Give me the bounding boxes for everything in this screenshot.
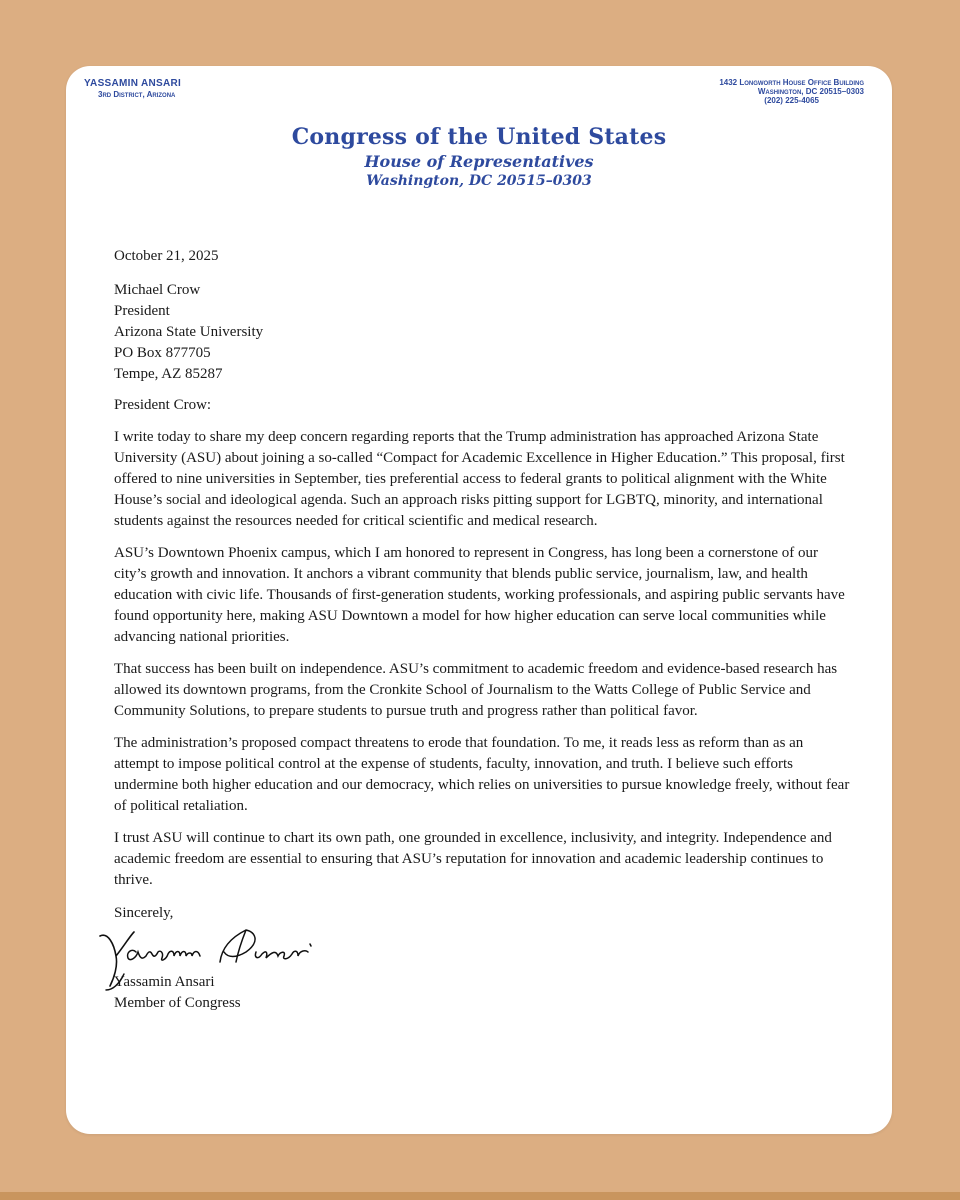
masthead (66, 124, 892, 189)
signer-title: Member of Congress (114, 995, 241, 1011)
recipient-line: Michael Crow (114, 282, 201, 298)
letter-date: October 21, 2025 (114, 248, 219, 264)
letterhead-right (719, 78, 864, 106)
masthead-congress: Congress of the United States (291, 124, 667, 150)
office-address-line2: Washington, DC 20515–0303 (757, 87, 864, 97)
masthead-house: House of Representatives (364, 152, 594, 171)
letter-page (66, 66, 892, 1134)
letterhead-left (84, 78, 181, 99)
office-phone: (202) 225-4065 (764, 96, 820, 106)
member-district: 3rd District, Arizona (98, 89, 176, 99)
body-paragraph: ASU’s Downtown Phoenix campus, which I am honored to represent in Congress, has long been a cornerstone of our city’s growth and innovation. It anchors a vibrant community that blends public service, journalism, law, and health education with civic life. Thousands of first-generation students, working professionals, and aspiring public servants have found opportunity here, making ASU Downtown a model for how higher education can serve local communities while advancing national priorities. (114, 545, 845, 645)
body-paragraph: I write today to share my deep concern regarding reports that the Trump administration has approached Arizona State University (ASU) about joining a so-called “Compact for Academic Excellence in Higher Education.” This proposal, first offered to nine universities in September, ties preferential access to federal grants to political alignment with the White House’s social and ideological agenda. Such an approach risks pitting support for LGBTQ, minority, and international students against the resources needed for critical scientific and medical research. (114, 429, 845, 529)
background-band (0, 1192, 960, 1200)
body-paragraph: That success has been built on independence. ASU’s commitment to academic freedom and evidence-based research has allowed its downtown programs, from the Cronkite School of Journalism to the Watts College of Public Service and Community Solutions, to prepare students to pursue truth and progress rather than political favor. (114, 661, 838, 719)
recipient-line: PO Box 877705 (114, 345, 211, 361)
recipient-address (114, 280, 850, 385)
office-address-line1: 1432 Longworth House Office Building (719, 78, 864, 87)
member-name: YASSAMIN ANSARI (84, 78, 182, 89)
salutation: President Crow: (114, 397, 212, 413)
body-paragraph: I trust ASU will continue to chart its own path, one grounded in excellence, inclusivity, and integrity. Independence and academic freedom are essential to ensuring that ASU’s reputation for innovation and academic leadership continues to thrive. (114, 830, 832, 888)
body-paragraph: The administration’s proposed compact threatens to erode that foundation. To me, it reads less as reform than as an attempt to impose political control at the expense of students, faculty, innovation, and truth. I believe such efforts undermine both higher education and our democracy, which relies on universities to pursue knowledge freely, without fear of political retaliation. (114, 735, 850, 814)
recipient-line: President (114, 303, 170, 319)
letter-body (114, 246, 850, 1014)
signature (114, 924, 850, 972)
recipient-line: Arizona State University (114, 324, 264, 340)
recipient-line: Tempe, AZ 85287 (114, 366, 223, 382)
signer-name: Yassamin Ansari (114, 974, 215, 990)
signature-image (96, 922, 356, 992)
masthead-city: Washington, DC 20515–0303 (366, 173, 592, 189)
closing: Sincerely, (114, 905, 174, 921)
